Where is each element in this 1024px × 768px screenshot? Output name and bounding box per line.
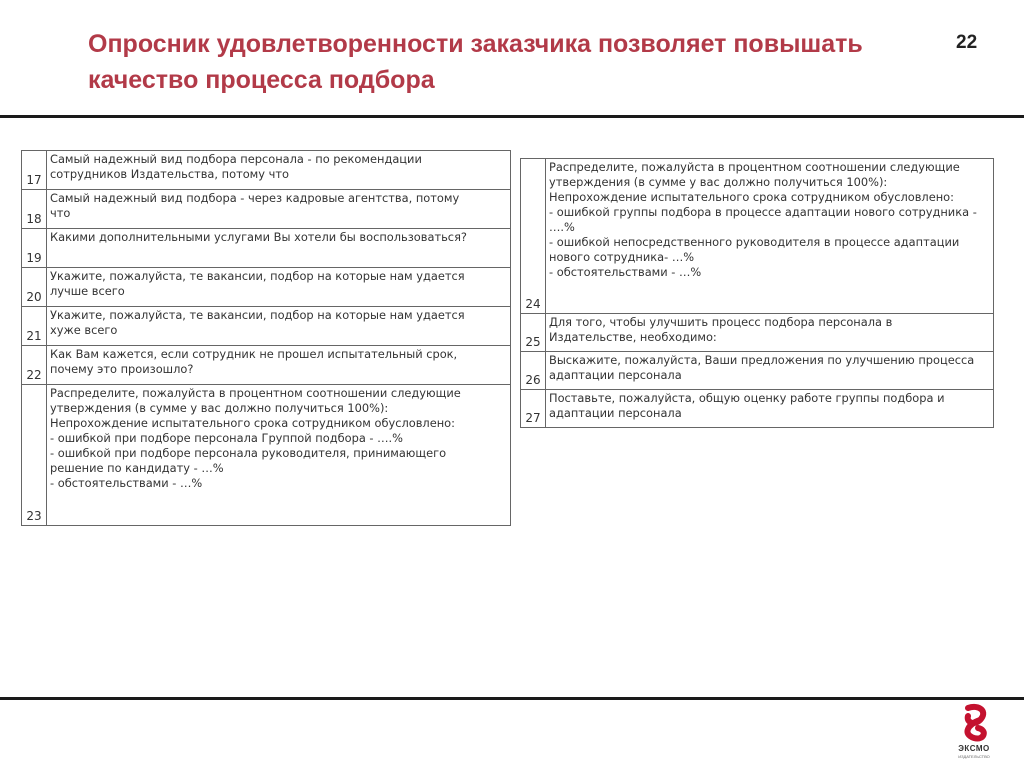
table-row xyxy=(521,390,994,428)
logo-text: ЭКСМО xyxy=(958,744,990,753)
page-number: 22 xyxy=(956,32,978,53)
question-text: Выскажите, пожалуйста, Ваши предложения по улучшению процесса адаптации персонала xyxy=(546,352,994,390)
question-text: Самый надежный вид подбора персонала - по рекомендации сотрудников Издательства, потому что xyxy=(47,151,511,190)
table-row xyxy=(22,385,511,526)
questionnaire-table-left xyxy=(21,150,511,526)
table-row xyxy=(22,190,511,229)
question-number: 27 xyxy=(521,390,546,428)
question-number: 26 xyxy=(521,352,546,390)
top-divider xyxy=(0,115,1024,118)
table-row xyxy=(521,314,994,352)
table-row xyxy=(22,346,511,385)
bottom-divider xyxy=(0,697,1024,700)
question-text: Поставьте, пожалуйста, общую оценку работе группы подбора и адаптации персонала xyxy=(546,390,994,428)
question-number: 17 xyxy=(22,151,47,190)
question-number: 18 xyxy=(22,190,47,229)
logo-subtext: ИЗДАТЕЛЬСТВО xyxy=(958,754,990,759)
slide-title: Опросник удовлетворенности заказчика позволяет повышать качество процесса подбора xyxy=(88,30,863,94)
table-row xyxy=(22,151,511,190)
question-text: Как Вам кажется, если сотрудник не прошел испытательный срок, почему это произошло? xyxy=(47,346,511,385)
question-text: Укажите, пожалуйста, те вакансии, подбор на которые нам удается лучше всего xyxy=(47,268,511,307)
table-row xyxy=(521,159,994,314)
questionnaire-table-right xyxy=(520,158,994,428)
question-text: Для того, чтобы улучшить процесс подбора персонала в Издательстве, необходимо: xyxy=(546,314,994,352)
question-number: 22 xyxy=(22,346,47,385)
question-number: 20 xyxy=(22,268,47,307)
question-text: Самый надежный вид подбора - через кадровые агентства, потому что xyxy=(47,190,511,229)
table-row xyxy=(22,307,511,346)
question-number: 24 xyxy=(521,159,546,314)
question-text: Укажите, пожалуйста, те вакансии, подбор на которые нам удается хуже всего xyxy=(47,307,511,346)
question-number: 19 xyxy=(22,229,47,268)
question-number: 25 xyxy=(521,314,546,352)
table-row xyxy=(22,229,511,268)
table-row xyxy=(22,268,511,307)
question-number: 23 xyxy=(22,385,47,526)
question-text: Какими дополнительными услугами Вы хотели бы воспользоваться? xyxy=(47,229,511,268)
question-text: Распределите, пожалуйста в процентном соотношении следующие утверждения (в сумме у вас должно получиться 100%): Непрохождение испытательного срока сотрудником обусловлено: - ошибкой при подборе персонала Группой подбора - ….% - ошибкой при подборе персонала руководителя, принимающего решение по кандидату - …% - обстоятельствами - …% xyxy=(47,385,511,526)
table-row xyxy=(521,352,994,390)
question-text: Распределите, пожалуйста в процентном соотношении следующие утверждения (в сумме у вас должно получиться 100%): Непрохождение испытательного срока сотрудником обусловлено: - ошибкой группы подбора в процессе адаптации нового сотрудника - ….% - ошибкой непосредственного руководителя в процессе адаптации нового сотрудника- …% - обстоятельствами - …% xyxy=(546,159,994,314)
question-number: 21 xyxy=(22,307,47,346)
